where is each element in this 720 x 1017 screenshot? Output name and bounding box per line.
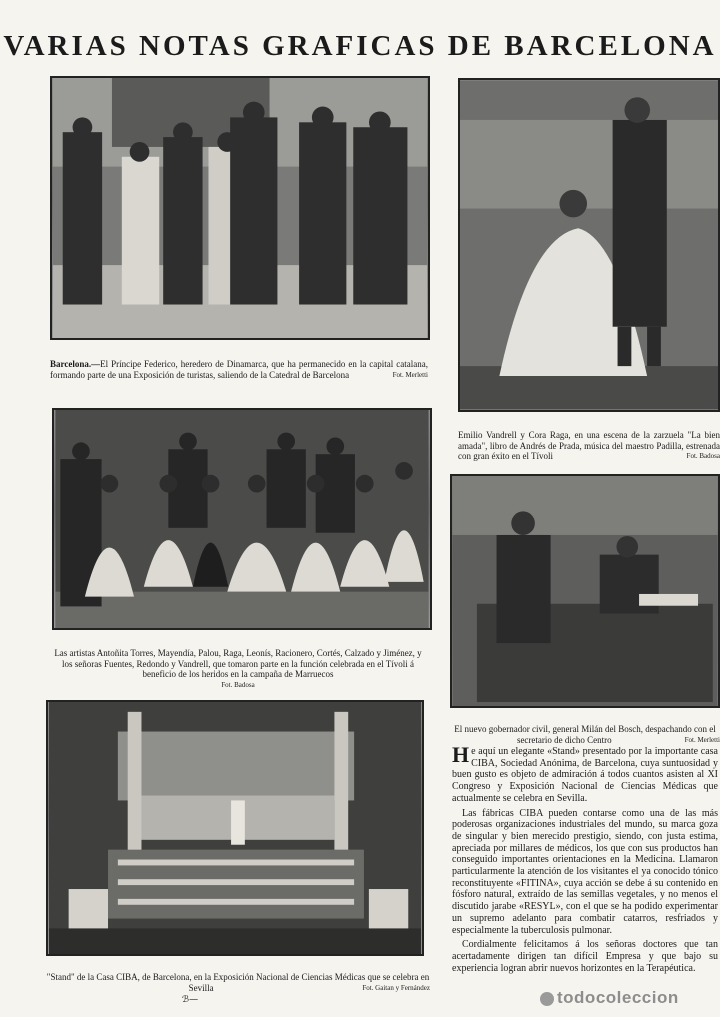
page-title: VARIAS NOTAS GRAFICAS DE BARCELONA [3,30,717,62]
photo-governor [450,474,720,708]
photo-zarzuela-scene [458,78,720,412]
caption-governor [450,724,720,745]
photo-zarzuela-scene-image [460,80,718,410]
watermark-text: todocoleccion [557,988,679,1007]
caption-zarzuela-text: Emilio Vandrell y Cora Raga, en una escena de la zarzuela "La bien amada", libro de Andrés de Prada, música del maestro Padilla, estrenada con gran éxito en el Tívoli [458,430,720,461]
caption-ciba-stand-text: "Stand" de la Casa CIBA, de Barcelona, en la Exposición Nacional de Ciencias Médicas que se celebra en Sevilla [46,972,430,993]
caption-zarzuela-credit: Fot. Badosa [686,452,720,460]
caption-ciba-stand [46,972,430,993]
photo-artists-group-image [54,410,430,628]
article-ciba [452,746,718,991]
caption-governor-credit: Fot. Merletti [684,735,720,744]
caption-artists-text: Las artistas Antoñita Torres, Mayendía, Palou, Raga, Leonís, Racionero, Cortés, Calzado y Jiménez, y los señoras Fuentes, Redondo y Vandrell, que tomaron parte en la función celebrada en el Tívoli á beneficio de los heridos en la campaña de Marruecos [54,648,422,679]
caption-prince-federico [50,359,428,380]
photo-prince-federico-image [52,78,428,338]
photo-ciba-stand [46,700,424,956]
photo-ciba-stand-image [48,702,422,954]
watermark-logo-icon [540,992,554,1006]
article-paragraph-1 [452,746,718,805]
caption-ciba-stand-credit: Fot. Gaitan y Fernández [362,983,430,992]
caption-prince-federico-text: El Príncipe Federico, heredero de Dinamarca, que ha permanecido en la capital catalana, formando parte de una Exposición de turistas, saliendo de la Catedral de Barcelona [50,359,428,380]
caption-artists-credit: Fot. Badosa [221,680,255,689]
caption-zarzuela [458,430,720,462]
photo-governor-image [452,476,718,706]
article-dropcap: H [452,746,470,767]
watermark [540,988,679,1008]
caption-prince-federico-credit: Fot. Merletti [392,370,428,379]
caption-prince-federico-lead: Barcelona.— [50,359,101,369]
photo-prince-federico [50,76,430,340]
article-paragraph-1-text: e aquí un elegante «Stand» presentado por la importante casa CIBA, Sociedad Anónima, de Barcelona, cuya suntuosidad y buen gusto es objeto de admiración á todos cuantos asisten al XI Congreso y Exposición Nacional de Ciencias Médicas que actualmente se celebra en Sevilla. [452,746,718,804]
photo-artists-group [52,408,432,630]
caption-artists [52,648,424,690]
caption-governor-text: El nuevo gobernador civil, general Milán del Bosch, despachando con el secretario de dicho Centro [454,724,716,745]
article-paragraph-3: Cordialmente felicitamos á los señoras doctores que tan acertadamente dirigen tan difícil Empresa y que bajo su experiencia logran abrir nuevos horizontes en la Terapéutica. [452,939,718,974]
article-paragraph-2: Las fábricas CIBA pueden contarse como una de las más poderosas organizaciones industriales del mundo, su marca goza de singular y bien merecido prestigio, siendo, con justa estima, apreciada por millares de médicos, los que con sus productos han conseguido importantes orientaciones en la Medicina. Llamaron particularmente la atención de los visitantes el ya conocido tónico reconstituyente «FITINA», cuya acción se debe á su contenido en fósforo natural, extraído de las semillas vegetales, y no menos el discutido jarabe «RESYL», con el que se ha podido experimentar un supremo adelanto para combatir catarros, resfriados y especialmente la tuberculosis pulmonar. [452,807,718,936]
page-mark: ℬ— [182,995,199,1005]
